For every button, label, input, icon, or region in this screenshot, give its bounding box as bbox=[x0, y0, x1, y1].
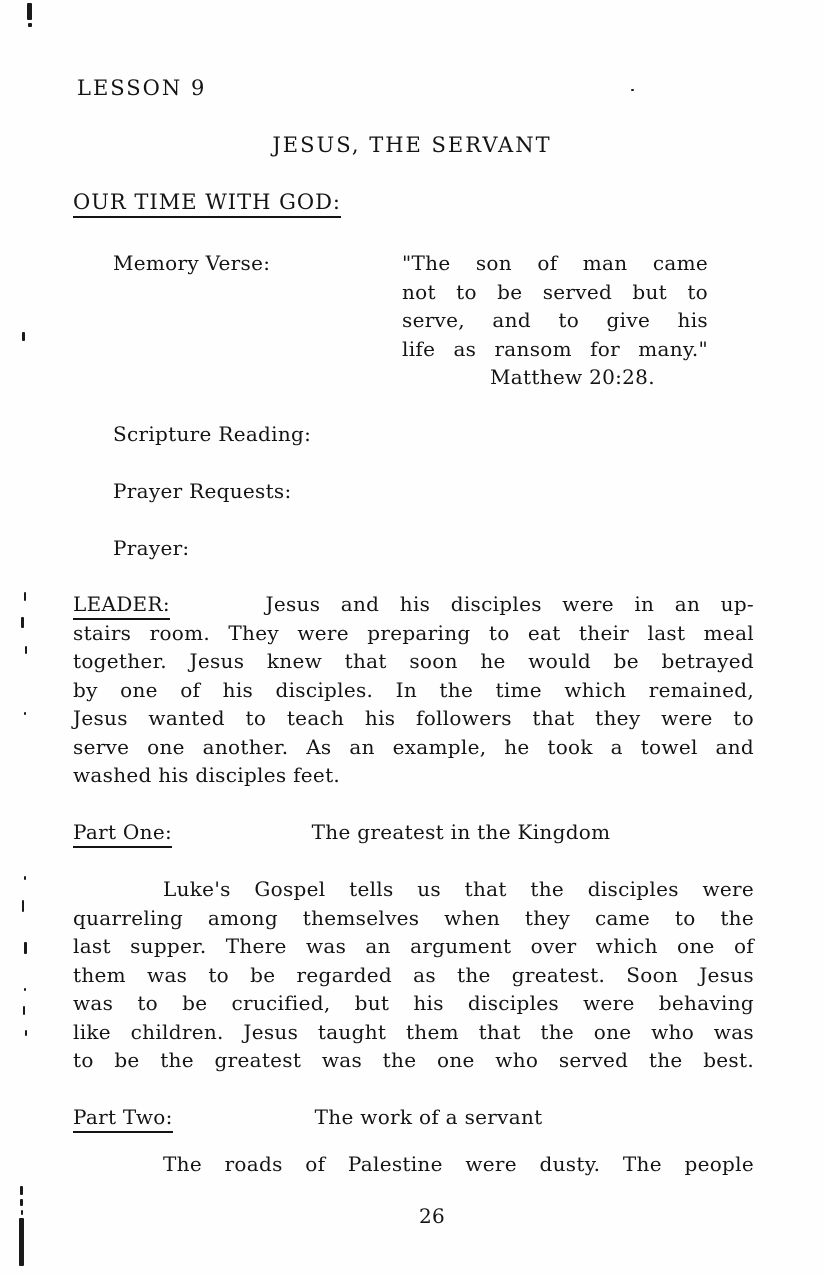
paragraph-line: like children. Jesus taught them that the one who was bbox=[73, 1019, 754, 1044]
leader-paragraph bbox=[73, 590, 754, 790]
scan-artifact bbox=[25, 646, 27, 654]
part-one-heading bbox=[73, 818, 754, 847]
scan-artifact bbox=[20, 1199, 23, 1206]
paragraph-line: stairs room. They were preparing to eat their last meal bbox=[73, 620, 754, 645]
paragraph-line bbox=[73, 590, 754, 619]
paragraph-line: last supper. There was an argument over which one of bbox=[73, 934, 754, 958]
paragraph-line: them was to be regarded as the greatest. Soon Jesus bbox=[73, 962, 754, 987]
scan-artifact bbox=[24, 988, 26, 991]
section-heading-text: OUR TIME WITH GOD: bbox=[73, 190, 341, 218]
part-one-paragraph bbox=[73, 875, 754, 1075]
scripture-reading-label: Scripture Reading: bbox=[113, 422, 312, 446]
paragraph-line: Jesus wanted to teach his followers that they were to bbox=[73, 706, 754, 730]
scan-artifact bbox=[24, 712, 26, 715]
part-one-title: The greatest in the Kingdom bbox=[311, 820, 611, 844]
paragraph-line: Luke's Gospel tells us that the disciples were bbox=[163, 877, 754, 901]
scan-artifact bbox=[24, 592, 26, 601]
paragraph-line: was to be crucified, but his disciples were behaving bbox=[73, 991, 754, 1015]
scan-artifact bbox=[25, 1030, 27, 1036]
paragraph-text: Jesus and his disciples were in an up- bbox=[265, 592, 754, 616]
scan-artifact bbox=[631, 89, 634, 91]
page-title: JESUS, THE SERVANT bbox=[272, 133, 552, 157]
paragraph-line: washed his disciples feet. bbox=[73, 763, 341, 787]
paragraph-line: quarreling among themselves when they came to the bbox=[73, 905, 754, 930]
part-one-label: Part One: bbox=[73, 820, 172, 848]
verse-reference: Matthew 20:28. bbox=[490, 365, 655, 389]
paragraph-line: by one of his disciples. In the time which remained, bbox=[73, 677, 754, 702]
section-heading-our-time-with-god bbox=[73, 188, 341, 217]
part-two-label: Part Two: bbox=[73, 1105, 173, 1133]
memory-verse-text bbox=[402, 249, 708, 392]
verse-line: life as ransom for many." bbox=[402, 336, 708, 361]
lesson-label: LESSON 9 bbox=[77, 76, 207, 100]
prayer-label: Prayer: bbox=[113, 536, 190, 560]
verse-line: not to be served but to bbox=[402, 279, 708, 304]
paragraph-line: The roads of Palestine were dusty. The people bbox=[163, 1152, 754, 1176]
scan-artifact bbox=[24, 876, 26, 880]
scan-artifact bbox=[27, 3, 32, 20]
part-two-label-slot bbox=[73, 1103, 308, 1132]
scan-artifact bbox=[21, 1210, 23, 1215]
part-two-heading bbox=[73, 1103, 754, 1132]
scan-artifact bbox=[24, 942, 27, 954]
verse-line: serve, and to give his bbox=[402, 308, 708, 332]
scan-artifact bbox=[22, 900, 24, 912]
verse-line: "The son of man came bbox=[402, 251, 708, 275]
paragraph-line: serve one another. As an example, he took a towel and bbox=[73, 734, 754, 759]
leader-label-slot bbox=[73, 590, 245, 619]
scan-artifact bbox=[23, 1006, 25, 1015]
paragraph-line: together. Jesus knew that soon he would be betrayed bbox=[73, 649, 754, 673]
paragraph-line: to be the greatest was the one who served the best. bbox=[73, 1048, 754, 1072]
page-number: 26 bbox=[418, 1204, 446, 1228]
scan-artifact bbox=[19, 1218, 24, 1266]
scan-artifact bbox=[21, 617, 24, 628]
scan-artifact bbox=[22, 332, 25, 341]
prayer-requests-label: Prayer Requests: bbox=[113, 479, 292, 503]
part-one-label-slot bbox=[73, 818, 305, 847]
scan-artifact bbox=[20, 1186, 23, 1195]
memory-verse-label: Memory Verse: bbox=[113, 251, 271, 275]
part-two-paragraph bbox=[73, 1150, 754, 1179]
part-two-title: The work of a servant bbox=[314, 1105, 543, 1129]
leader-label: LEADER: bbox=[73, 592, 170, 620]
scan-artifact bbox=[28, 23, 32, 27]
